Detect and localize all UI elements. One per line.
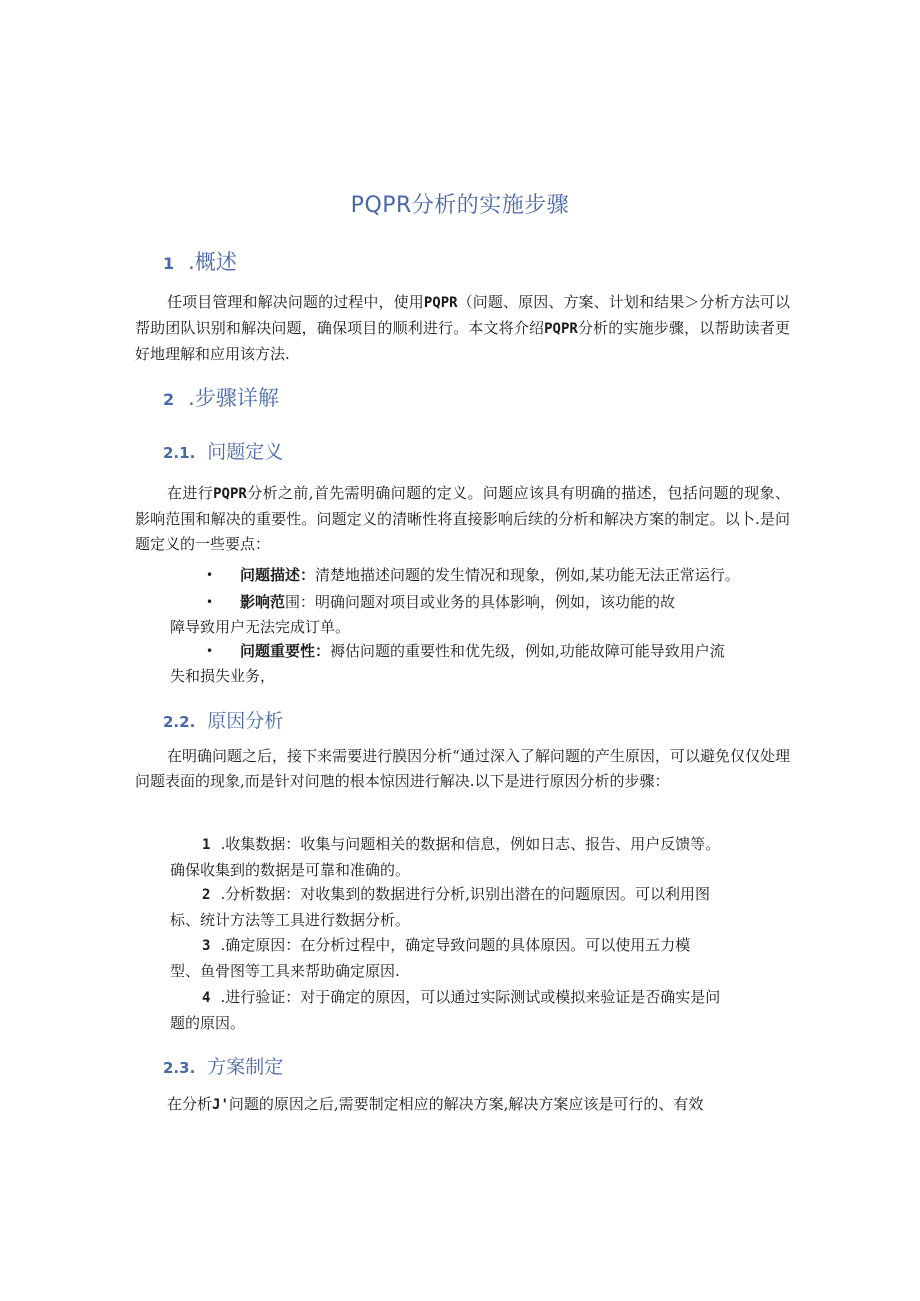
bullet-icon: • <box>206 595 214 609</box>
bullet-icon: • <box>206 568 214 582</box>
text-run: 问题的原因之后,需要制定相应的解决方案,解决方案应该是可行的、有效 <box>228 1095 704 1113</box>
bullet-label: 问题描述： <box>240 566 316 584</box>
step-item <box>170 985 800 1036</box>
subsection-number: 2.2. <box>163 713 196 731</box>
subsection-title: 问题定义 <box>207 441 284 463</box>
subsection-heading-problem-definition <box>163 437 283 464</box>
keyword-run: J' <box>212 1097 229 1113</box>
step-text-continued: 型、鱼骨图等工具来帮助确定原因. <box>170 962 400 980</box>
bullet-item <box>170 639 810 689</box>
problem-definition-paragraph <box>135 481 790 557</box>
subsection-title: 方案制定 <box>207 1056 284 1078</box>
text-run: 在分析 <box>167 1095 213 1113</box>
subsection-number: 2.3. <box>163 1059 196 1077</box>
cause-analysis-paragraph <box>135 744 790 794</box>
step-number: 4 <box>202 990 211 1006</box>
step-number: 1 <box>202 837 211 853</box>
bullet-text: 褥估问题的重要性和优先级，例如,功能故障可能导致用户流 <box>330 642 725 660</box>
subsection-title: 原因分析 <box>207 710 284 732</box>
bullet-item <box>170 563 810 588</box>
bullet-text: 围：明确问题对项目或业务的具体影响，例如，该功能的故 <box>285 593 676 611</box>
step-item <box>170 933 800 984</box>
step-number: 2 <box>202 887 211 903</box>
text-run: 任项目管理和解决问题的过程中，使用 <box>167 293 424 311</box>
text-run: 分析之前,首先需明确问题的定义。问题应该具有明确的描述，包括问题的现象、影响范围和解决的重要性。问题定义的清晰性将直接影响后续的分析和解决方案的制定。以卜.是问题定义的一些要点： <box>135 484 790 553</box>
subsection-heading-plan <box>163 1052 283 1079</box>
text-run: 分析的实施步骤，以帮助读者更好地理解和应用该方法. <box>135 319 790 363</box>
step-text: .分析数据：对收集到的数据进行分析,识别出潜在的问题原因。可以利用图 <box>220 885 710 903</box>
step-number: 3 <box>202 938 211 954</box>
bullet-icon: • <box>206 644 214 658</box>
section-number: 1 <box>163 254 175 273</box>
bullet-text-continued: 失和损失业务， <box>170 667 276 685</box>
section-title: .步骤详解 <box>188 386 279 410</box>
step-text: .进行验证：对于确定的原因，可以通过实际测试或模拟来验证是否确实是问 <box>220 988 721 1006</box>
plan-paragraph <box>135 1092 790 1118</box>
bullet-text: 清楚地描述问题的发生情况和现象，例如,某功能无法正常运行。 <box>315 566 740 584</box>
overview-paragraph <box>135 290 790 367</box>
step-text-continued: 题的原因。 <box>170 1014 246 1032</box>
text-run: （问题、原因、方案、计划和结果＞分析方法可以帮助团队识别和解决问题，确保项目的顺利进行。本文将介绍 <box>135 293 790 337</box>
bullet-label: 影响范 <box>240 593 286 611</box>
bullet-text-continued: 障导致用户无法完成订单。 <box>170 618 351 636</box>
step-item <box>170 832 800 883</box>
step-item <box>170 882 800 933</box>
step-text-continued: 标、统计方法等工具进行数据分析。 <box>170 911 411 929</box>
section-heading-steps <box>163 382 279 412</box>
text-run: 在进行 <box>167 484 214 502</box>
section-heading-overview <box>163 246 237 276</box>
bullet-label: 问题重要性： <box>240 642 331 660</box>
subsection-number: 2.1. <box>163 444 196 462</box>
keyword-pqpr: PQPR <box>423 295 458 311</box>
step-text-continued: 确保收集到的数据是可靠和准确的。 <box>170 861 411 879</box>
subsection-heading-cause-analysis <box>163 706 283 733</box>
section-number: 2 <box>163 390 175 409</box>
document-title: PQPR分析的实施步骤 <box>350 193 570 218</box>
text-run: 在明确问题之后，接下来需要进行膜因分析“通过深入了解问题的产生原因，可以避免仅仅处理问题表面的现象,而是针对问虺的根本惊因进行解决.以下是进行原因分析的步骤： <box>135 747 790 790</box>
keyword-pqpr: PQPR <box>544 321 578 337</box>
bullet-item <box>170 590 810 640</box>
step-text: .确定原因：在分析过程中，确定导致问题的具体原因。可以使用五力模 <box>220 936 691 954</box>
step-text: .收集数据：收集与问题相关的数据和信息，例如日志、报告、用户反馈等。 <box>220 835 721 853</box>
section-title: .概述 <box>188 250 237 274</box>
keyword-pqpr: PQPR <box>213 486 247 502</box>
